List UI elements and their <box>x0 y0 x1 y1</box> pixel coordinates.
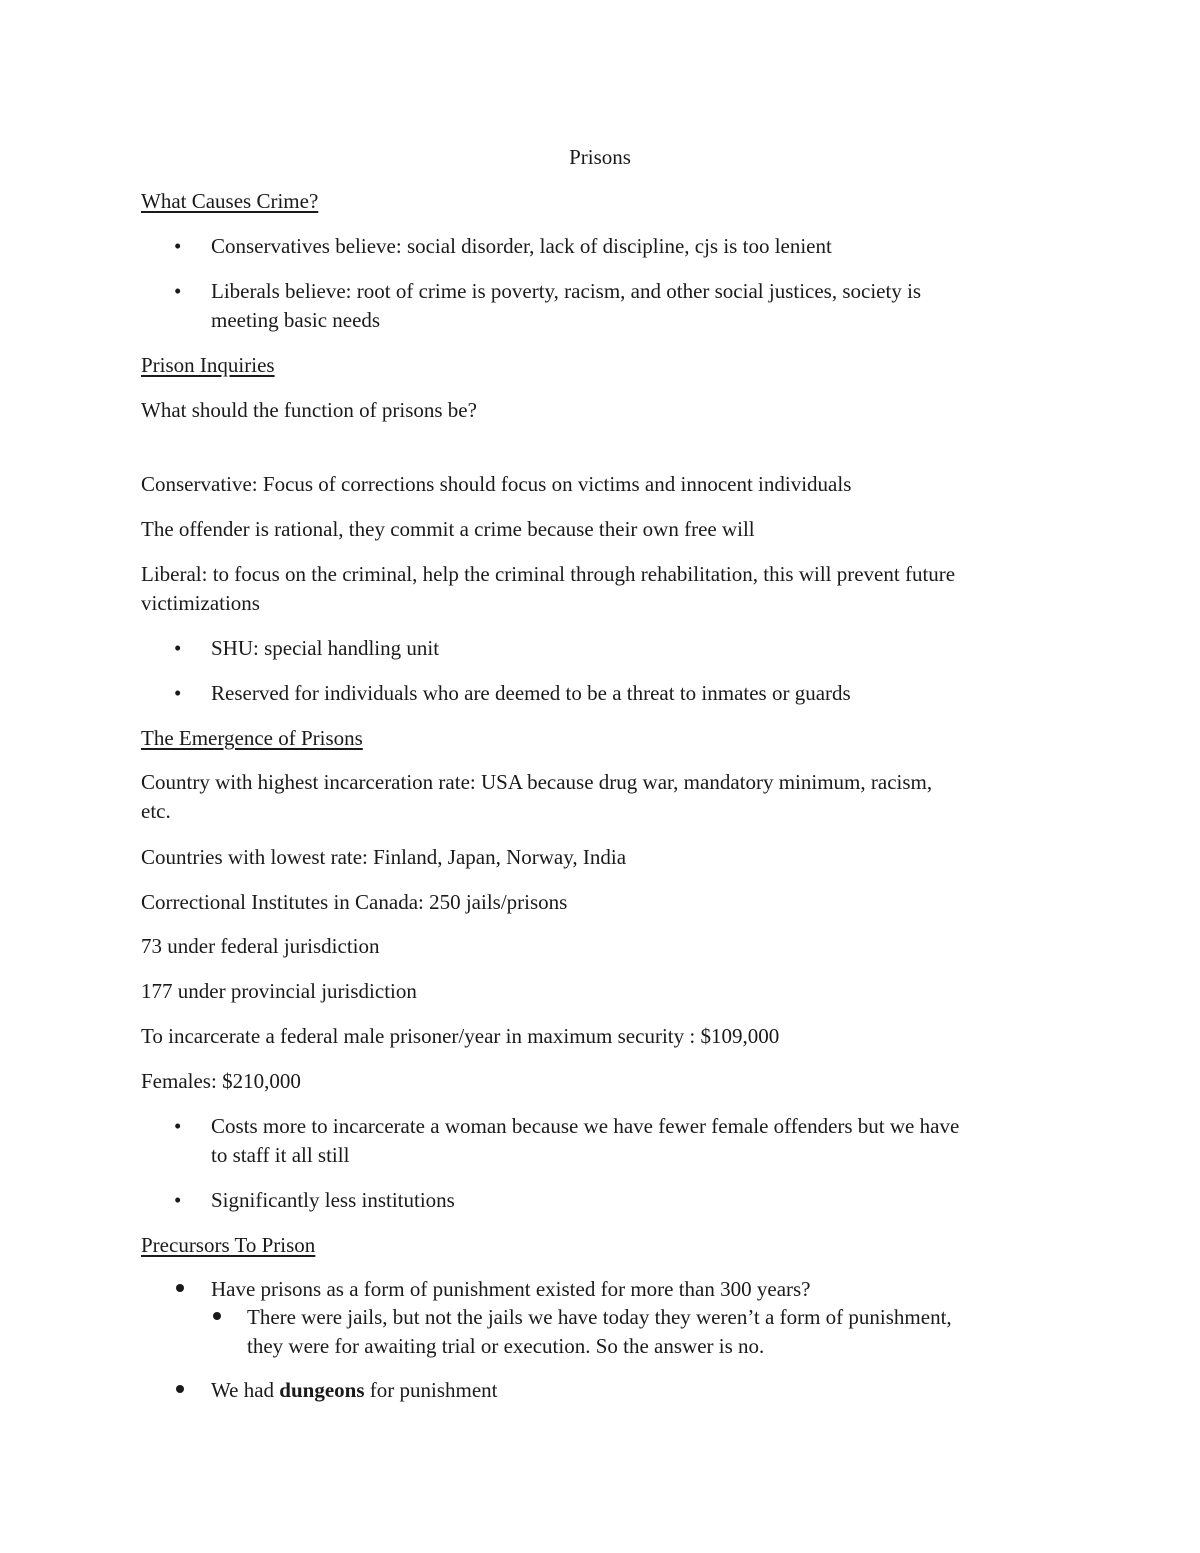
text-run: for punishment <box>364 1378 498 1402</box>
paragraph: Liberal: to focus on the criminal, help the criminal through rehabilitation, this will prevent future <box>141 562 956 586</box>
paragraph-continuation: victimizations <box>141 591 260 615</box>
paragraph: Country with highest incarceration rate: USA because drug war, mandatory minimum, racism, <box>141 770 933 794</box>
bold-term: dungeons <box>279 1378 365 1402</box>
heading-what-causes-crime: What Causes Crime? <box>141 189 319 213</box>
list-item: Conservatives believe: social disorder, lack of discipline, cjs is too lenient <box>211 234 832 258</box>
paragraph-continuation: etc. <box>141 799 171 823</box>
heading-prison-inquiries: Prison Inquiries <box>141 353 275 377</box>
bullet-icon: • <box>174 1114 182 1138</box>
paragraph: The offender is rational, they commit a crime because their own free will <box>141 517 755 541</box>
bullet-icon: • <box>174 636 182 660</box>
text-run: We had <box>211 1378 280 1402</box>
bullet-dot-icon <box>213 1312 221 1320</box>
bullet-icon: • <box>174 234 182 258</box>
list-item: SHU: special handling unit <box>211 636 440 660</box>
list-item: Significantly less institutions <box>211 1188 455 1212</box>
list-item: Reserved for individuals who are deemed to be a threat to inmates or guards <box>211 681 851 705</box>
paragraph: To incarcerate a federal male prisoner/year in maximum security : $109,000 <box>141 1024 780 1048</box>
list-item: Have prisons as a form of punishment existed for more than 300 years? <box>211 1277 811 1301</box>
bullet-dot-icon <box>176 1385 184 1393</box>
list-item: Costs more to incarcerate a woman because we have fewer female offenders but we have <box>211 1114 960 1138</box>
paragraph: 177 under provincial jurisdiction <box>141 979 417 1003</box>
list-item-continuation: meeting basic needs <box>211 308 381 332</box>
sub-list-item: There were jails, but not the jails we have today they weren’t a form of punishment, <box>247 1305 952 1329</box>
heading-emergence-of-prisons: The Emergence of Prisons <box>141 726 363 750</box>
list-item <box>211 1376 497 1405</box>
paragraph: 73 under federal jurisdiction <box>141 934 380 958</box>
paragraph: Females: $210,000 <box>141 1069 301 1093</box>
paragraph: What should the function of prisons be? <box>141 398 477 422</box>
paragraph: Countries with lowest rate: Finland, Japan, Norway, India <box>141 845 627 869</box>
heading-precursors-to-prison: Precursors To Prison <box>141 1233 316 1257</box>
list-item-continuation: to staff it all still <box>211 1143 350 1167</box>
paragraph: Correctional Institutes in Canada: 250 jails/prisons <box>141 890 568 914</box>
bullet-icon: • <box>174 279 182 303</box>
bullet-icon: • <box>174 1188 182 1212</box>
bullet-icon: • <box>174 681 182 705</box>
document-title: Prisons <box>569 145 631 169</box>
paragraph: Conservative: Focus of corrections should focus on victims and innocent individuals <box>141 472 852 496</box>
bullet-dot-icon <box>176 1284 184 1292</box>
list-item: Liberals believe: root of crime is poverty, racism, and other social justices, society is <box>211 279 922 303</box>
sub-list-item-continuation: they were for awaiting trial or execution. So the answer is no. <box>247 1334 765 1358</box>
